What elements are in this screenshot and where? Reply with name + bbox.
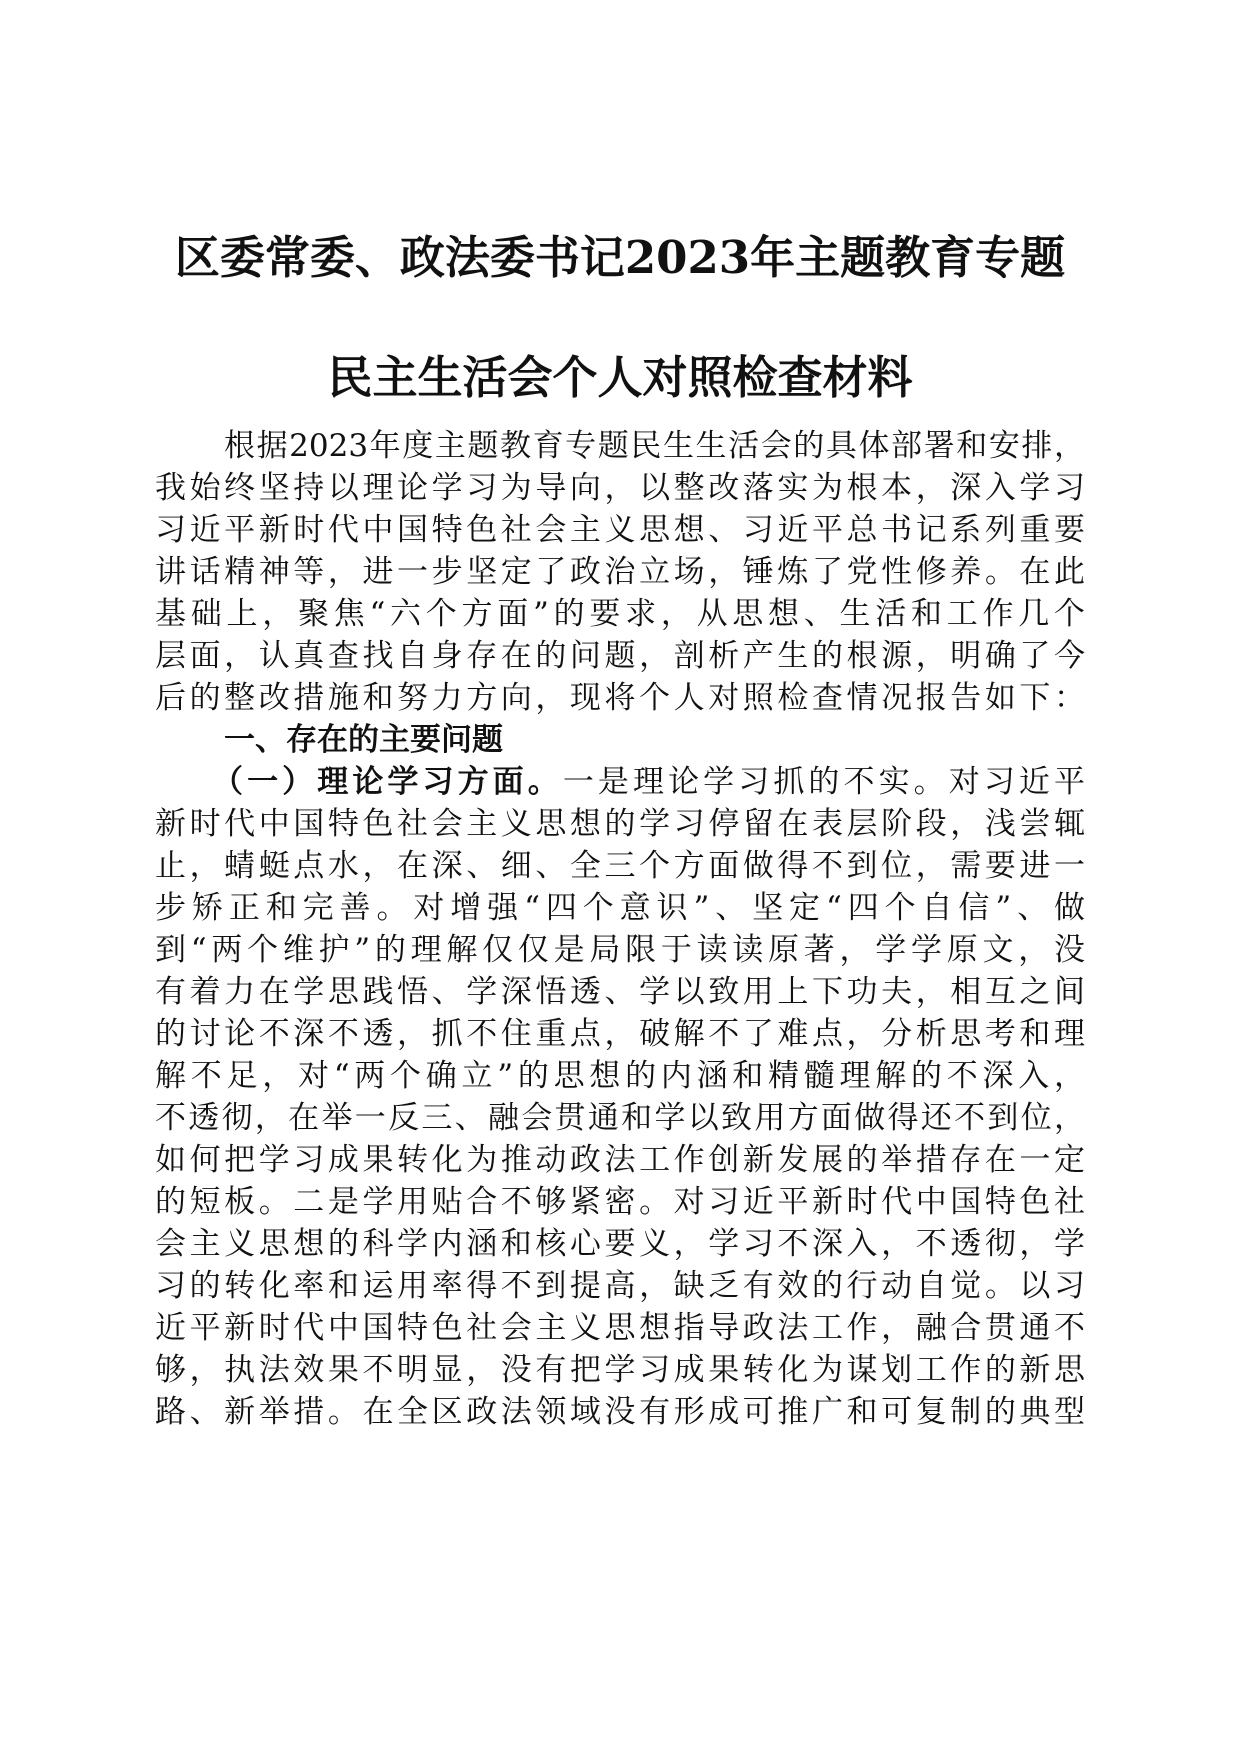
intro-line: 根据2023年度主题教育专题民生生活会的具体部署和安排，: [224, 428, 1085, 464]
body-line: 到“两个维护”的理解仅仅是局限于读读原著，学学原文，没: [155, 932, 1085, 968]
body-line: 路、新举措。在全区政法领域没有形成可推广和可复制的典型: [155, 1394, 1085, 1430]
intro-line: 层面，认真查找自身存在的问题，剖析产生的根源，明确了今: [155, 638, 1085, 674]
subsection-first-text: 一是理论学习抓的不实。对习近平: [562, 764, 1086, 800]
body-line: 的短板。二是学用贴合不够紧密。对习近平新时代中国特色社: [155, 1184, 1085, 1220]
body-line: 止，蜻蜓点水，在深、细、全三个方面做得不到位，需要进一: [155, 848, 1085, 884]
subsection-first-line: [212, 760, 1085, 804]
intro-line: 后的整改措施和努力方向，现将个人对照检查情况报告如下：: [155, 680, 1085, 716]
body-line: 习的转化率和运用率得不到提高，缺乏有效的行动自觉。以习: [155, 1268, 1085, 1304]
document-title-line-2: 民主生活会个人对照检查材料: [327, 351, 913, 404]
intro-line: 我始终坚持以理论学习为导向，以整改落实为根本，深入学习: [155, 470, 1085, 506]
document-title-line-1: 区委常委、政法委书记2023年主题教育专题: [174, 231, 1066, 284]
intro-line: 讲话精神等，进一步坚定了政治立场，锤炼了党性修养。在此: [155, 554, 1085, 590]
subsection-label: （一）理论学习方面。: [212, 764, 563, 800]
body-line: 够，执法效果不明显，没有把学习成果转化为谋划工作的新思: [155, 1352, 1085, 1388]
body-line: 步矫正和完善。对增强“四个意识”、坚定“四个自信”、做: [155, 890, 1085, 926]
intro-line: 基础上，聚焦“六个方面”的要求，从思想、生活和工作几个: [155, 596, 1085, 632]
body-line: 有着力在学思践悟、学深悟透、学以致用上下功夫，相互之间: [155, 974, 1085, 1010]
body-line: 解不足，对“两个确立”的思想的内涵和精髓理解的不深入，: [155, 1058, 1085, 1094]
body-line: 如何把学习成果转化为推动政法工作创新发展的举措存在一定: [155, 1142, 1085, 1178]
body-line: 的讨论不深不透，抓不住重点，破解不了难点，分析思考和理: [155, 1016, 1085, 1052]
body-line: 不透彻，在举一反三、融会贯通和学以致用方面做得还不到位，: [155, 1100, 1085, 1136]
body-line: 新时代中国特色社会主义思想的学习停留在表层阶段，浅尝辄: [155, 806, 1085, 842]
section-heading: 一、存在的主要问题: [224, 722, 503, 758]
body-line: 近平新时代中国特色社会主义思想指导政法工作，融合贯通不: [155, 1310, 1085, 1346]
body-line: 会主义思想的科学内涵和核心要义，学习不深入，不透彻，学: [155, 1226, 1085, 1262]
intro-line: 习近平新时代中国特色社会主义思想、习近平总书记系列重要: [155, 512, 1085, 548]
